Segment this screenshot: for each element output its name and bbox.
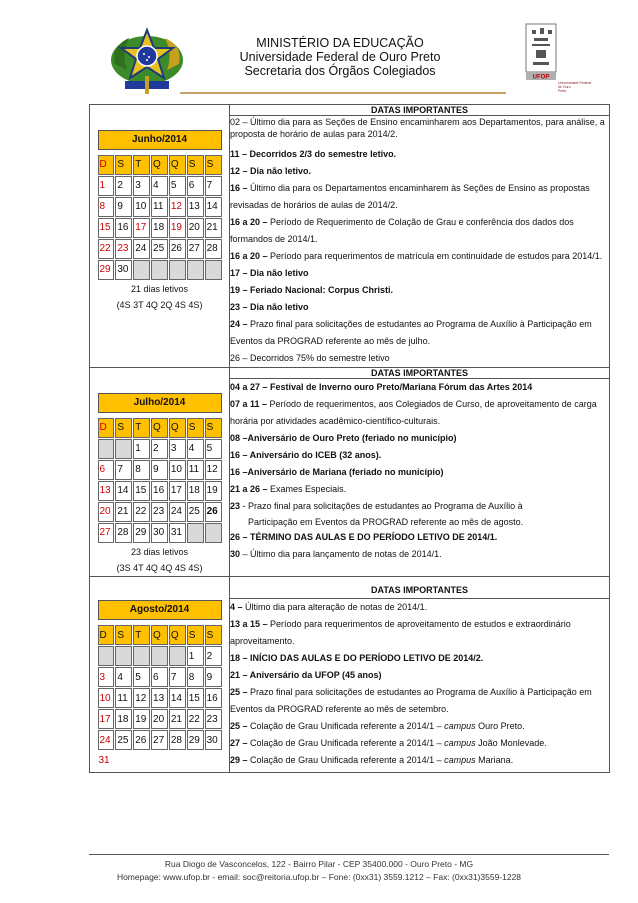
empty-day-cell bbox=[98, 439, 115, 459]
day-cell: 21 bbox=[169, 709, 186, 729]
day-cell: 25 bbox=[187, 502, 204, 522]
ufop-logo bbox=[524, 24, 592, 94]
day-cell: 26 bbox=[169, 239, 186, 259]
event-item: 26 – TÉRMINO DAS AULAS E DO PERÍODO LETIVO DE 2014/1. bbox=[230, 532, 498, 542]
day-cell: 1 bbox=[187, 646, 204, 666]
day-cell: 23 bbox=[151, 502, 168, 522]
weekday-header: S bbox=[115, 418, 132, 438]
day-cell: 2 bbox=[151, 439, 168, 459]
header-divider bbox=[180, 92, 506, 94]
day-cell: 10 bbox=[98, 688, 115, 708]
weekday-header: S bbox=[187, 155, 204, 175]
empty-day-cell bbox=[133, 260, 150, 280]
section-june-heading-row bbox=[90, 105, 610, 116]
school-days-count: 21 dias letivos bbox=[130, 283, 189, 294]
event-item: 24 – Prazo final para solicitações de estudantes ao Programa de Auxílio à Participação em Eventos da PROGRAD referente ao mês de julho. bbox=[230, 319, 592, 346]
weekday-header: T bbox=[133, 625, 150, 645]
day-cell: 9 bbox=[115, 197, 132, 217]
day-cell: 23 bbox=[205, 709, 222, 729]
event-item: 16 a 20 – Período de Requerimento de Colação de Grau e conferência dos dados dos formandos de 2014/1. bbox=[230, 217, 574, 244]
section-august-heading-row bbox=[90, 576, 610, 598]
event-item: 21 – Aniversário da UFOP (45 anos) bbox=[230, 669, 382, 680]
day-cell: 24 bbox=[98, 730, 115, 750]
day-cell: 30 bbox=[151, 523, 168, 543]
day-cell: 28 bbox=[169, 730, 186, 750]
day-cell: 8 bbox=[133, 460, 150, 480]
day-cell: 12 bbox=[133, 688, 150, 708]
events-cell-august bbox=[230, 598, 610, 773]
day-cell: 6 bbox=[151, 667, 168, 687]
event-item: 26 – Decorridos 75% do semestre letivo bbox=[230, 353, 390, 363]
day-cell: 28 bbox=[115, 523, 132, 543]
day-cell: 20 bbox=[98, 502, 115, 522]
event-item: 12 – Dia não letivo. bbox=[230, 166, 312, 176]
section-heading: DATAS IMPORTANTES bbox=[230, 368, 610, 379]
day-cell: 28 bbox=[205, 239, 222, 259]
event-item: 16 – Último dia para os Departamentos encaminharem às Seções de Ensino as propostas revisadas de horários de aulas de 2014/2. bbox=[230, 183, 590, 210]
day-cell: 20 bbox=[151, 709, 168, 729]
day-cell: 16 bbox=[115, 218, 132, 238]
important-dates-table bbox=[89, 104, 609, 773]
month-calendar-july bbox=[97, 393, 223, 576]
day-cell: 12 bbox=[205, 460, 222, 480]
day-cell: 25 bbox=[115, 730, 132, 750]
day-cell: 4 bbox=[151, 176, 168, 196]
day-cell: 21 bbox=[115, 502, 132, 522]
day-cell: 24 bbox=[133, 239, 150, 259]
day-cell: 20 bbox=[187, 218, 204, 238]
day-cell: 31 bbox=[98, 754, 110, 766]
day-cell: 9 bbox=[205, 667, 222, 687]
day-cell: 26 bbox=[205, 502, 222, 522]
day-cell: 22 bbox=[187, 709, 204, 729]
event-item: 23 - Prazo final para solicitações de estudantes ao Programa de Auxílio à bbox=[230, 501, 523, 511]
day-cell: 19 bbox=[205, 481, 222, 501]
event-item: 08 –Aniversário de Ouro Preto (feriado no município) bbox=[230, 433, 457, 443]
event-item: 11 – Decorridos 2/3 do semestre letivo. bbox=[230, 149, 397, 159]
day-cell: 15 bbox=[98, 218, 115, 238]
weekday-header: S bbox=[115, 155, 132, 175]
school-days-breakdown: (4S 3T 4Q 2Q 4S 4S) bbox=[116, 299, 203, 310]
brasao-republica-logo bbox=[107, 26, 187, 96]
day-cell: 17 bbox=[133, 218, 150, 238]
day-cell: 26 bbox=[133, 730, 150, 750]
day-cell: 2 bbox=[205, 646, 222, 666]
day-cell: 18 bbox=[187, 481, 204, 501]
section-heading: DATAS IMPORTANTES bbox=[230, 105, 610, 116]
university-name: Universidade Federal de Ouro Preto bbox=[239, 50, 441, 64]
day-cell: 30 bbox=[205, 730, 222, 750]
day-cell: 13 bbox=[187, 197, 204, 217]
event-item: 16 –Aniversário de Mariana (feriado no município) bbox=[230, 467, 444, 477]
event-item: 25 – Colação de Grau Unificada referente a 2014/1 – campus Ouro Preto. bbox=[230, 720, 525, 731]
section-july-row bbox=[90, 379, 610, 577]
secretariat-name: Secretaria dos Órgãos Colegiados bbox=[244, 64, 436, 78]
day-cell: 25 bbox=[151, 239, 168, 259]
empty-day-cell bbox=[98, 646, 115, 666]
day-cell: 10 bbox=[133, 197, 150, 217]
section-august-row bbox=[90, 598, 610, 773]
event-item: 4 – Último dia para alteração de notas de 2014/1. bbox=[230, 601, 428, 612]
day-cell: 30 bbox=[115, 260, 132, 280]
event-item-continuation: Participação em Eventos da PROGRAD referente ao mês de agosto. bbox=[248, 517, 524, 527]
event-item: 04 a 27 – Festival de Inverno ouro Preto/Mariana Fórum das Artes 2014 bbox=[230, 382, 533, 392]
day-cell: 7 bbox=[115, 460, 132, 480]
day-cell: 4 bbox=[187, 439, 204, 459]
day-cell: 1 bbox=[98, 176, 115, 196]
weekday-header: S bbox=[187, 625, 204, 645]
day-cell: 19 bbox=[133, 709, 150, 729]
empty-day-cell bbox=[151, 260, 168, 280]
day-cell: 11 bbox=[151, 197, 168, 217]
day-cell: 18 bbox=[151, 218, 168, 238]
event-item: 25 – Prazo final para solicitações de estudantes ao Programa de Auxílio à Participação em Eventos da PROGRAD referente ao mês de setembro. bbox=[230, 686, 592, 714]
footer-divider bbox=[89, 854, 609, 855]
calendar-cell bbox=[90, 116, 230, 368]
event-item: 30 – Último dia para lançamento de notas de 2014/1. bbox=[230, 549, 442, 559]
day-cell: 9 bbox=[151, 460, 168, 480]
event-item: 02 – Último dia para as Seções de Ensino encaminharem aos Departamentos, para análise, a proposta de horário de aulas para 2014/2. bbox=[230, 117, 605, 139]
day-cell: 5 bbox=[133, 667, 150, 687]
svg-text:Universidade Federal: Universidade Federal bbox=[558, 81, 592, 85]
events-cell-july bbox=[230, 379, 610, 577]
day-cell: 24 bbox=[169, 502, 186, 522]
empty-day-cell bbox=[187, 523, 204, 543]
day-cell: 3 bbox=[98, 667, 115, 687]
day-cell: 12 bbox=[169, 197, 186, 217]
day-cell: 27 bbox=[151, 730, 168, 750]
day-cell: 29 bbox=[133, 523, 150, 543]
day-cell: 6 bbox=[187, 176, 204, 196]
calendar-grid bbox=[97, 417, 223, 544]
empty-day-cell bbox=[187, 260, 204, 280]
day-cell: 15 bbox=[187, 688, 204, 708]
day-cell: 16 bbox=[205, 688, 222, 708]
day-cell: 22 bbox=[98, 239, 115, 259]
event-item: 16 – Aniversário do ICEB (32 anos). bbox=[230, 450, 382, 460]
day-cell: 7 bbox=[169, 667, 186, 687]
weekday-header: D bbox=[98, 155, 115, 175]
ministry-name: MINISTÉRIO DA EDUCAÇÃO bbox=[256, 36, 424, 50]
institution-header bbox=[200, 36, 480, 78]
day-cell: 11 bbox=[115, 688, 132, 708]
day-cell: 6 bbox=[98, 460, 115, 480]
day-cell: 17 bbox=[169, 481, 186, 501]
calendar-grid bbox=[97, 624, 223, 770]
weekday-header: D bbox=[98, 418, 115, 438]
footer-contact: Homepage: www.ufop.br - email: soc@reitoria.ufop.br – Fone: (0xx31) 3559.1212 – Fax: (0xx31)3559-1228 bbox=[116, 872, 522, 882]
month-calendar-august bbox=[97, 600, 223, 770]
weekday-header: Q bbox=[169, 155, 186, 175]
school-days-breakdown: (3S 4T 4Q 4Q 4S 4S) bbox=[116, 562, 203, 573]
day-cell: 15 bbox=[133, 481, 150, 501]
ufop-logo-text: UFOP bbox=[532, 74, 550, 81]
school-days-count: 23 dias letivos bbox=[130, 546, 189, 557]
day-cell: 1 bbox=[133, 439, 150, 459]
calendar-title: Agosto/2014 bbox=[98, 600, 222, 620]
day-cell: 16 bbox=[151, 481, 168, 501]
day-cell: 8 bbox=[98, 197, 115, 217]
weekday-header: S bbox=[205, 155, 222, 175]
event-item: 21 a 26 – Exames Especiais. bbox=[230, 484, 347, 494]
weekday-header: S bbox=[187, 418, 204, 438]
event-item: 27 – Colação de Grau Unificada referente a 2014/1 – campus João Monlevade. bbox=[230, 737, 547, 748]
empty-day-cell bbox=[115, 646, 132, 666]
event-item: 07 a 11 – Período de requerimentos, aos Colegiados de Curso, de aproveitamento de carga horária por atividades acadêmico-científico-culturais. bbox=[230, 399, 597, 426]
weekday-header: D bbox=[98, 625, 115, 645]
weekday-header: Q bbox=[151, 418, 168, 438]
day-cell: 18 bbox=[115, 709, 132, 729]
section-july-heading-row bbox=[90, 368, 610, 379]
day-cell: 27 bbox=[98, 523, 115, 543]
day-cell: 31 bbox=[169, 523, 186, 543]
empty-day-cell bbox=[169, 646, 186, 666]
day-cell: 10 bbox=[169, 460, 186, 480]
day-cell: 4 bbox=[115, 667, 132, 687]
day-cell: 5 bbox=[169, 176, 186, 196]
section-june-row bbox=[90, 116, 610, 368]
day-cell: 3 bbox=[169, 439, 186, 459]
empty-day-cell bbox=[115, 439, 132, 459]
weekday-header: S bbox=[115, 625, 132, 645]
event-item: 13 a 15 – Período para requerimentos de aproveitamento de estudos e extraordinário aproveitamento. bbox=[230, 618, 571, 646]
weekday-header: Q bbox=[169, 418, 186, 438]
day-cell: 19 bbox=[169, 218, 186, 238]
event-item: 17 – Dia não letivo bbox=[230, 268, 309, 278]
day-cell: 3 bbox=[133, 176, 150, 196]
empty-day-cell bbox=[205, 523, 222, 543]
calendar-title: Julho/2014 bbox=[98, 393, 222, 413]
event-item: 16 a 20 – Período para requerimentos de matrícula em continuidade de estudos para 2014/1. bbox=[230, 251, 603, 261]
event-item: 23 – Dia não letivo bbox=[230, 302, 309, 312]
event-item: 18 – INÍCIO DAS AULAS E DO PERÍODO LETIVO DE 2014/2. bbox=[230, 652, 484, 663]
section-heading: DATAS IMPORTANTES bbox=[230, 576, 610, 598]
day-cell: 29 bbox=[187, 730, 204, 750]
svg-text:Preto: Preto bbox=[558, 89, 567, 93]
day-cell: 21 bbox=[205, 218, 222, 238]
event-item: 19 – Feriado Nacional: Corpus Christi. bbox=[230, 285, 394, 295]
weekday-header: T bbox=[133, 418, 150, 438]
empty-row-space bbox=[115, 751, 221, 769]
day-cell: 27 bbox=[187, 239, 204, 259]
day-cell: 7 bbox=[205, 176, 222, 196]
day-cell: 14 bbox=[115, 481, 132, 501]
day-cell: 23 bbox=[115, 239, 132, 259]
calendar-title: Junho/2014 bbox=[98, 130, 222, 150]
svg-text:de Ouro: de Ouro bbox=[558, 85, 571, 89]
calendar-cell bbox=[90, 598, 230, 773]
weekday-header: T bbox=[133, 155, 150, 175]
day-cell: 14 bbox=[169, 688, 186, 708]
day-cell: 17 bbox=[98, 709, 115, 729]
month-calendar-june bbox=[97, 130, 223, 313]
weekday-header: Q bbox=[151, 625, 168, 645]
calendar-grid bbox=[97, 154, 223, 281]
calendar-cell bbox=[90, 379, 230, 577]
day-cell: 2 bbox=[115, 176, 132, 196]
weekday-header: S bbox=[205, 418, 222, 438]
weekday-header: S bbox=[205, 625, 222, 645]
day-cell: 29 bbox=[98, 260, 115, 280]
weekday-header: Q bbox=[169, 625, 186, 645]
event-item: 29 – Colação de Grau Unificada referente a 2014/1 – campus Mariana. bbox=[230, 754, 514, 765]
empty-day-cell bbox=[205, 260, 222, 280]
empty-day-cell bbox=[133, 646, 150, 666]
empty-day-cell bbox=[151, 646, 168, 666]
day-cell: 13 bbox=[98, 481, 115, 501]
day-cell: 5 bbox=[205, 439, 222, 459]
day-cell: 11 bbox=[187, 460, 204, 480]
footer-address: Rua Diogo de Vasconcelos, 122 - Bairro Pilar - CEP 35400.000 - Ouro Preto - MG bbox=[164, 859, 474, 869]
weekday-header: Q bbox=[151, 155, 168, 175]
day-cell: 13 bbox=[151, 688, 168, 708]
day-cell: 14 bbox=[205, 197, 222, 217]
empty-day-cell bbox=[169, 260, 186, 280]
day-cell: 8 bbox=[187, 667, 204, 687]
day-cell: 22 bbox=[133, 502, 150, 522]
events-cell-june bbox=[230, 116, 610, 368]
